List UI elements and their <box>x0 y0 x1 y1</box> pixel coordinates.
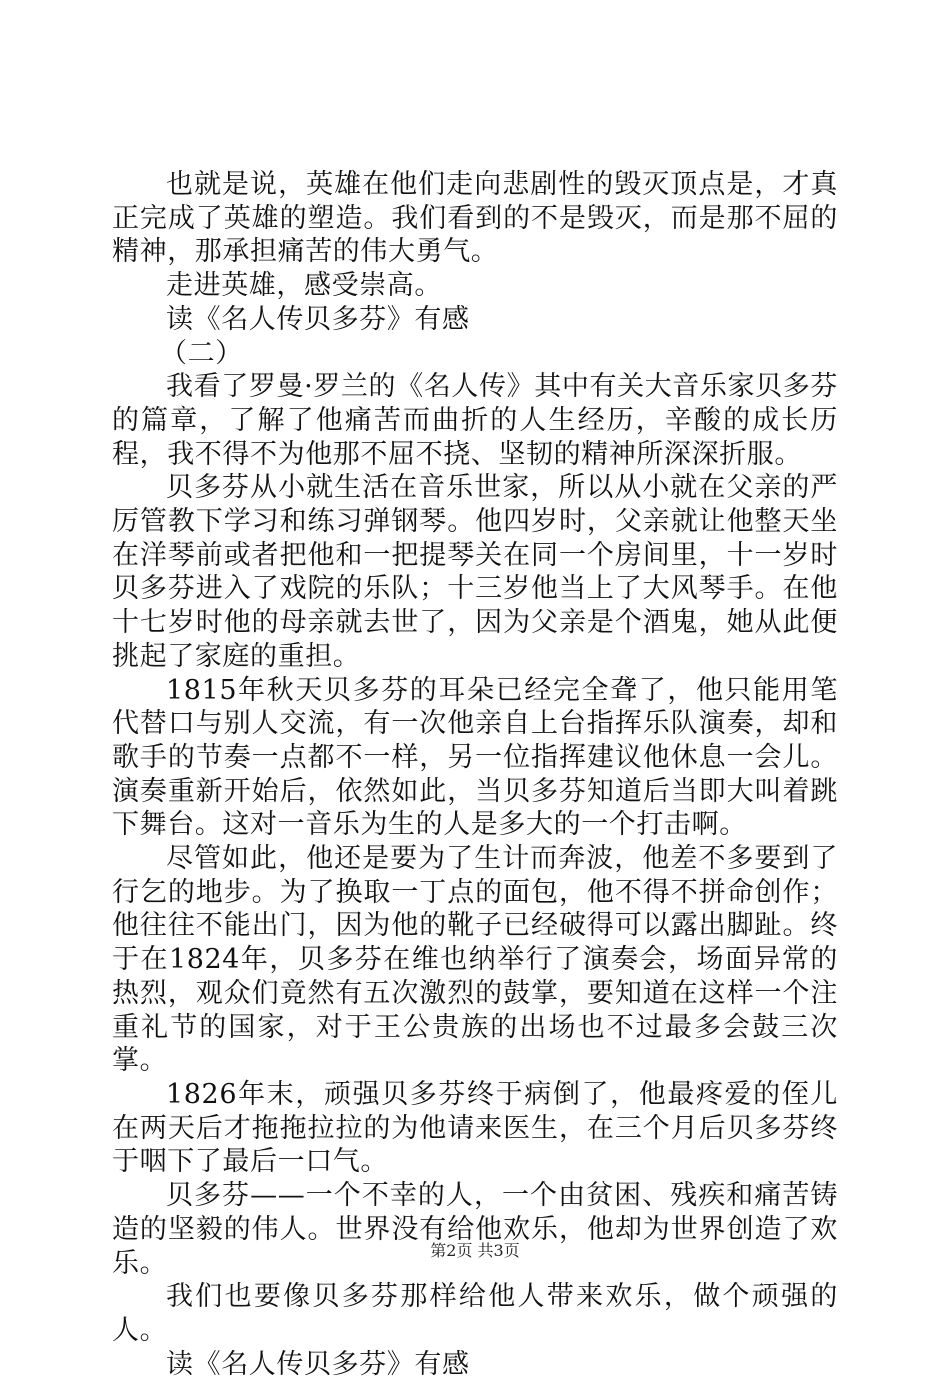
paragraph-deafness: 1815年秋天贝多芬的耳朵已经完全聋了，他只能用笔代替口与别人交流，有一次他亲自上台指挥乐队演奏，却和歌手的节奏一点都不一样，另一位指挥建议他休息一会儿。演奏重新开始后，依然如此，当贝多芬知道后当即大叫着跳下舞台。这对一音乐为生的人是多大的一个打击啊。 <box>112 674 838 841</box>
paragraph-death: 1826年末，顽强贝多芬终于病倒了，他最疼爱的侄儿在两天后才拖拖拉拉的为他请来医生，在三个月后贝多芬终于咽下了最后一口气。 <box>112 1078 838 1178</box>
page-footer: 第2页 共3页 <box>430 1241 520 1260</box>
paragraph-poverty: 尽管如此，他还是要为了生计而奔波，他差不多要到了行乞的地步。为了换取一丁点的面包，他不得不拼命创作；他往往不能出门，因为他的靴子已经破得可以露出脚趾。终于在1824年，贝多芬在维也纳举行了演奏会，场面异常的热烈，观众们竟然有五次激烈的鼓掌，要知道在这样一个注重礼节的国家，对于王公贵族的出场也不过最多会鼓三次掌。 <box>112 843 838 1077</box>
section-title: 读《名人传贝多芬》有感 <box>166 303 470 335</box>
section-title-next: 读《名人传贝多芬》有感 <box>166 1348 470 1380</box>
document-body <box>112 168 838 1381</box>
paragraph-summary: 贝多芬——一个不幸的人，一个由贫困、残疾和痛苦铸造的坚毅的伟人。世界没有给他欢乐，他却为世界创造了欢乐。 <box>112 1180 838 1279</box>
paragraph-approach-heroes: 走进英雄，感受崇高。 <box>166 270 442 302</box>
section-number: （二） <box>160 337 243 369</box>
paragraph-conclusion: 我们也要像贝多芬那样给他人带来欢乐，做个顽强的人。 <box>112 1281 838 1346</box>
paragraph-childhood: 贝多芬从小就生活在音乐世家，所以从小就在父亲的严厉管教下学习和练习弹钢琴。他四岁时，父亲就让他整天坐在洋琴前或者把他和一把提琴关在同一个房间里，十一岁时贝多芬进入了戏院的乐队；十三岁他当上了大风琴手。在他十七岁时他的母亲就去世了，因为父亲是个酒鬼，她从此便挑起了家庭的重担。 <box>112 472 838 672</box>
paragraph-intro: 我看了罗曼·罗兰的《名人传》其中有关大音乐家贝多芬的篇章，了解了他痛苦而曲折的人生经历，辛酸的成长历程，我不得不为他那不屈不挠、坚韧的精神所深深折服。 <box>112 371 838 470</box>
paragraph-heroic-destruction: 也就是说，英雄在他们走向悲剧性的毁灭顶点是，才真正完成了英雄的塑造。我们看到的不是毁灭，而是那不屈的精神，那承担痛苦的伟大勇气。 <box>112 169 838 268</box>
